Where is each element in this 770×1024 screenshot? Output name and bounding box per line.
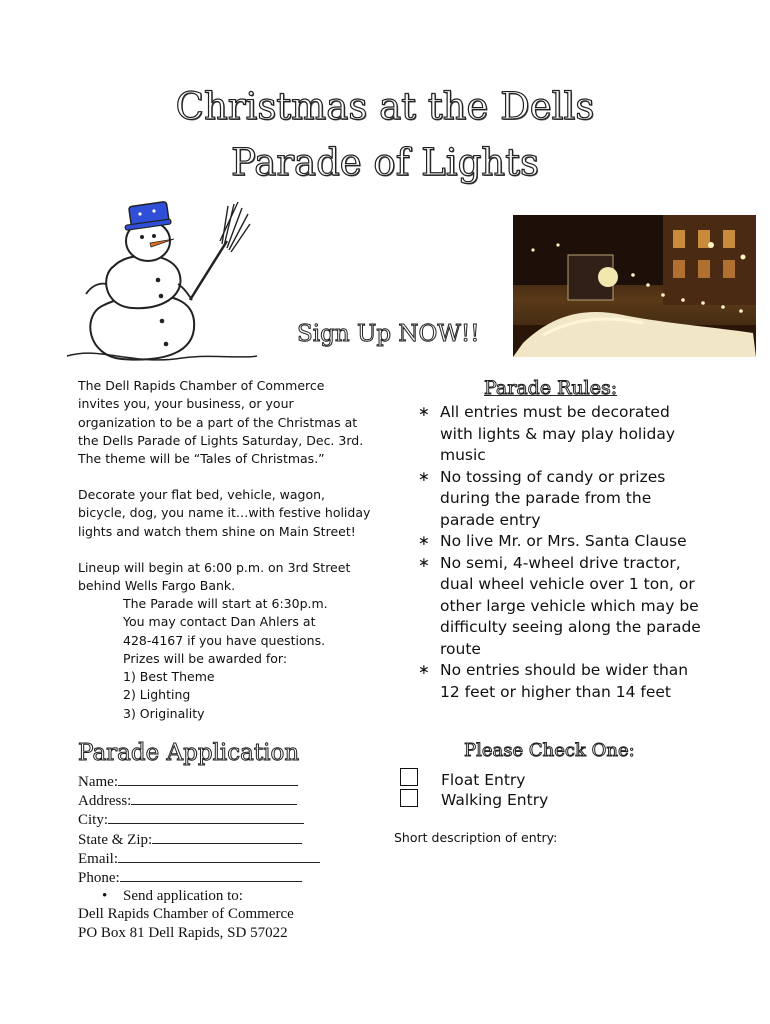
parade-info-line: You may contact Dan Ahlers at: [123, 614, 316, 630]
float-entry-option[interactable]: [400, 768, 418, 791]
asterisk-bullet-icon: ∗: [418, 554, 430, 571]
title-line-1: Christmas at the Dells: [175, 85, 595, 128]
send-to-label: Send application to:: [123, 888, 243, 905]
application-heading: Parade Application: [78, 740, 300, 766]
parade-rule-line: difficulty seeing along the parade: [440, 618, 701, 636]
phone-field[interactable]: [78, 868, 320, 887]
email-field[interactable]: [78, 849, 320, 868]
parade-rules-list: [418, 402, 748, 703]
address-label: Address:: [78, 793, 132, 810]
parade-rule-line: with lights & may play holiday: [440, 424, 676, 443]
walking-entry-option[interactable]: [400, 789, 418, 812]
sign-up-heading: Sign Up NOW!!: [297, 321, 480, 347]
intro-line: The Dell Rapids Chamber of Commerce: [78, 378, 325, 393]
asterisk-bullet-icon: ∗: [418, 468, 430, 485]
lineup-line: behind Wells Fargo Bank.: [78, 578, 236, 594]
phone-input-line[interactable]: [120, 868, 302, 882]
send-to-organization: Dell Rapids Chamber of Commerce: [78, 906, 294, 923]
send-to-bullet: [78, 887, 320, 905]
float-entry-checkbox[interactable]: [400, 768, 418, 786]
decorate-line: bicycle, dog, you name it…with festive holiday: [78, 505, 371, 521]
asterisk-bullet-icon: ∗: [418, 404, 430, 420]
snowman-illustration: [62, 196, 262, 366]
lineup-paragraph: [78, 559, 388, 596]
bullet-icon: •: [102, 888, 108, 905]
parade-rule-line: other large vehicle which may be: [440, 596, 699, 615]
parade-rule-line: music: [440, 446, 486, 464]
parade-rule-line: 12 feet or higher than 14 feet: [440, 682, 672, 701]
lineup-line: Lineup will begin at 6:00 p.m. on 3rd Street: [78, 560, 351, 575]
intro-line: The theme will be “Tales of Christmas.”: [78, 451, 325, 467]
email-label: Email:: [78, 850, 118, 867]
walking-entry-label: Walking Entry: [441, 791, 549, 809]
prize-item: 2) Lighting: [123, 687, 191, 703]
broom-handle: [190, 241, 227, 300]
asterisk-bullet-icon: ∗: [418, 533, 430, 549]
parade-rule-line: No semi, 4-wheel drive tractor,: [440, 553, 681, 572]
intro-line: organization to be a part of the Christmas at: [78, 414, 358, 430]
parade-info: [123, 595, 383, 723]
prize-item: 3) Originality: [123, 705, 205, 721]
parade-rule-line: during the parade from the: [440, 489, 652, 507]
parade-rule-line: dual wheel vehicle over 1 ton, or: [440, 575, 695, 593]
state-zip-label: State & Zip:: [78, 831, 153, 848]
intro-line: the Dells Parade of Lights Saturday, Dec. 3rd.: [78, 432, 364, 448]
float-entry-label: Float Entry: [441, 771, 526, 789]
parade-rule-line: No entries should be wider than: [440, 661, 689, 679]
address-field[interactable]: [78, 791, 320, 810]
city-input-line[interactable]: [108, 810, 304, 824]
broom-bristles: [220, 202, 250, 252]
intro-line: invites you, your business, or your: [78, 396, 294, 412]
parade-rule-item: [418, 660, 748, 703]
parade-rule-line: parade entry: [440, 510, 541, 529]
state-zip-field[interactable]: [78, 830, 320, 849]
walking-entry-checkbox[interactable]: [400, 789, 418, 807]
city-field[interactable]: [78, 810, 320, 829]
decorate-line: lights and watch them shine on Main Street!: [78, 523, 356, 539]
parade-rule-line: All entries must be decorated: [440, 403, 670, 421]
send-to-address: PO Box 81 Dell Rapids, SD 57022: [78, 924, 288, 941]
check-heading: Please Check One:: [464, 740, 635, 761]
parade-rules-heading: Parade Rules:: [484, 377, 618, 399]
parade-rule-item: [418, 553, 748, 661]
decorate-line: Decorate your flat bed, vehicle, wagon,: [78, 487, 326, 502]
parade-rule-line: No live Mr. or Mrs. Santa Clause: [440, 532, 687, 550]
parade-rule-line: route: [440, 639, 481, 658]
name-label: Name:: [78, 774, 118, 790]
address-input-line[interactable]: [131, 791, 297, 805]
parade-info-line: The Parade will start at 6:30p.m.: [123, 596, 328, 611]
parade-info-line: 428-4167 if you have questions.: [123, 632, 326, 648]
parade-rule-item: [418, 531, 748, 553]
title-line-2: Parade of Lights: [231, 141, 539, 184]
parade-rule-line: No tossing of candy or prizes: [440, 467, 666, 486]
parade-rule-item: [418, 402, 748, 467]
prize-item: 1) Best Theme: [123, 669, 215, 685]
parade-rule-item: [418, 467, 748, 532]
application-form: [78, 772, 320, 942]
state-zip-input-line[interactable]: [152, 830, 302, 844]
intro-paragraph: [78, 377, 388, 468]
asterisk-bullet-icon: ∗: [418, 662, 430, 678]
description-label: Short description of entry:: [394, 830, 558, 845]
email-input-line[interactable]: [118, 849, 320, 863]
parade-info-line: Prizes will be awarded for:: [123, 650, 288, 666]
decorate-paragraph: [78, 486, 388, 541]
name-input-line[interactable]: [118, 772, 298, 786]
parade-float-photo: [513, 215, 756, 357]
phone-label: Phone:: [78, 870, 120, 887]
city-label: City:: [78, 812, 109, 829]
name-field[interactable]: [78, 772, 320, 791]
